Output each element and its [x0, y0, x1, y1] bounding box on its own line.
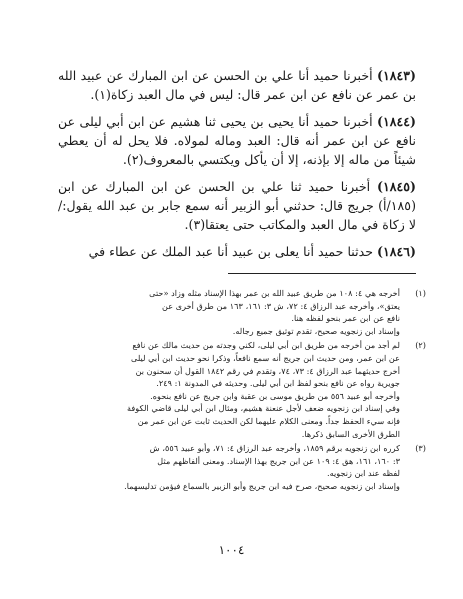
hadith-number: (١٨٤٤) — [377, 114, 416, 129]
hadith-text-line: حدثنا حميد أنا يعلى بن عبيد أنا عبد الملك عن عطاء في — [88, 244, 373, 259]
footnote-line: الطرق الأخرى السابق ذكرها. — [301, 428, 400, 439]
footnote-line: وإسناد ابن زنجويه صحيح، تقدم توثيق جميع رجاله. — [232, 325, 400, 336]
hadith-text-line: زكاة في مال العبد والمكاتب حتى يعتقا(٣). — [184, 217, 405, 232]
footnote — [30, 339, 426, 440]
footnote-line: أخرجه هي ٤: ١٠٨ من طريق عبيد الله بن عمر بهذا الإسناد مثله وزاد «حتى — [149, 288, 400, 298]
footnote-number: (١) — [415, 288, 426, 298]
footnote-body — [30, 339, 400, 440]
hadith-number: (١٨٤٣) — [376, 68, 416, 83]
footnote-line: أخرج حديثهما عبد الرزاق ٤: ٧٣، ٧٤، وتقدم في رقم ١٨٤٢ القول أن سحنون بن — [135, 365, 400, 376]
footnotes — [30, 287, 426, 495]
footnote-line: يعتق»، وأخرجه عبد الرزاق ٤: ٧٢، ش ٣: ١٦١، ١٦٣ من طرق أخرى عن — [161, 300, 400, 311]
hadith-text-line: عن نافع عن ابن عمر أنه قال: العبد وماله لمولاه. فلا يحل له أن يعطي — [58, 114, 416, 148]
footnote-separator — [228, 273, 416, 274]
footnote-line: عن ابن عمر، ومن حديث ابن جريج أنه سمع نافعاً، وذكرا نحو حديث ابن أبي ليلى — [131, 352, 400, 363]
footnote-line: ٣: ١٦٠، ١٦١، هق ٤: ١٠٩ عن ابن جريج بهذا الإسناد. ومعنى ألفاظهم مثل — [157, 455, 400, 466]
footnote-number: (٣) — [415, 443, 426, 454]
footnote-line: لفظه عند ابن زنجويه. — [326, 468, 400, 479]
footnote-line: وفي إسناد ابن زنجويه ضعف لأجل عنعنة هشيم، ومثال ابن أبي ليلى قاضي الكوفة — [126, 403, 400, 414]
footnote-line: نافع عن ابن عمر بنحو لفظه هنا. — [291, 313, 400, 324]
hadith-text-line: أخبرنا حميد ثنا علي بن الحسن عن ابن المبارك عن ابن — [58, 179, 371, 194]
footnote-body — [30, 287, 400, 337]
footnote-number: (٢) — [415, 340, 426, 351]
hadith-paragraph — [58, 177, 416, 234]
footnote-line: فإنه سيء الحفظ جداً. ومعنى الكلام عليهما لكن الحديث ثابت عن ابن عمر من — [137, 415, 400, 426]
hadith-text-line: أخبرنا حميد أنا يحيى بن يحيى ثنا هشيم عن ابن أبي ليلى — [79, 114, 373, 129]
main-text — [58, 66, 416, 261]
footnote — [30, 442, 426, 492]
hadith-number: (١٨٤٥) — [377, 179, 416, 194]
hadith-text-line: زكاة(١). — [90, 87, 134, 102]
hadith-text-line: عبيد الله بن عمر عن نافع عن ابن عمر قال: ليس في مال العبد — [58, 68, 416, 102]
footnote-line: لم أجد من أخرجه من طريق ابن أبي ليلى، لكني وجدته من حديث مالك عن نافع — [132, 340, 400, 351]
footnote — [30, 287, 426, 337]
hadith-number: (١٨٤٦) — [377, 244, 416, 259]
hadith-text-line: شيئاً من ماله إلا بإذنه، إلا أن يأكل ويكتسي بالمعروف(٢). — [122, 152, 416, 167]
footnote-line: كرره ابن زنجويه برقم ١٨٥٩، وأخرجه عبد الرزاق ٤: ٧١، وأبو عبيد ٥٥٦، ش — [149, 443, 400, 454]
hadith-paragraph — [58, 66, 416, 104]
footnote-line: وإسناد ابن زنجويه صحيح، صرح فيه ابن جريج وأبو الزبير بالسماع فيؤمن تدليسهما. — [124, 480, 400, 491]
hadith-text-line: أخبرنا حميد أنا علي بن الحسن عن ابن المبارك عن — [106, 68, 373, 83]
footnote-body — [30, 442, 400, 492]
footnote-line: وأخرجه أبو عبيد ٥٥٦ من طريق موسى بن عقبة وابن جريج عن نافع بنحوه. — [150, 390, 400, 401]
page-number: ١٠٠٤ — [218, 543, 245, 557]
hadith-text-line: (١٨٥/أ) جريج قال: حدثني أبو الزبير أنه سمع جابر بن عبد الله يقول:/ لا — [58, 198, 416, 232]
footnote-line: جويرية رواه عن نافع بنحو لفظ ابن أبي ليلى. وحديثه في المدونة ١: ٢٤٩. — [156, 378, 400, 389]
hadith-paragraph — [58, 112, 416, 169]
hadith-paragraph — [58, 242, 416, 261]
